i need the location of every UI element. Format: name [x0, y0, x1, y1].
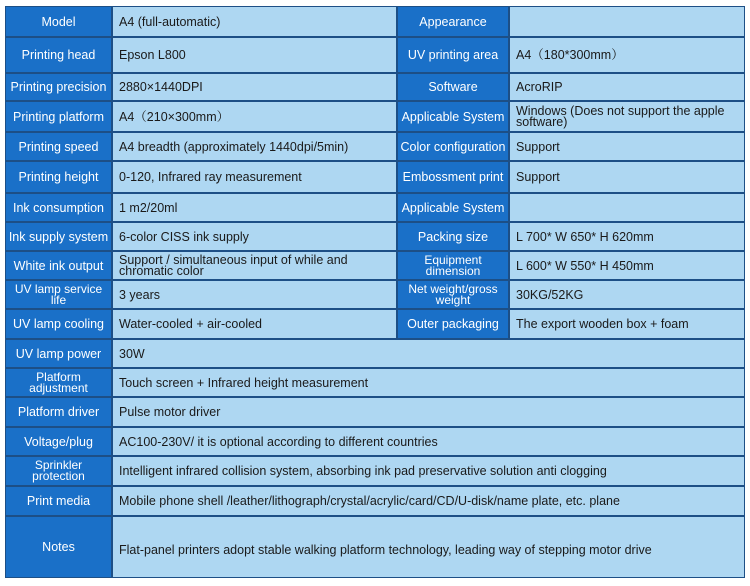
label-uv-lamp-service-life: UV lamp service life	[5, 280, 112, 309]
label-applicable-system-2: Applicable System	[397, 193, 509, 222]
value-platform-driver: Pulse motor driver	[112, 397, 745, 427]
value-applicable-system-2	[509, 193, 745, 222]
value-white-ink-output: Support / simultaneous input of while and chromatic color	[112, 251, 397, 280]
value-ink-supply-system: 6-color CISS ink supply	[112, 222, 397, 251]
value-software: AcroRIP	[509, 73, 745, 101]
value-printing-head: Epson L800	[112, 37, 397, 73]
value-uv-printing-area: A4（180*300mm）	[509, 37, 745, 73]
value-uv-lamp-power: 30W	[112, 339, 745, 368]
label-outer-packaging: Outer packaging	[397, 309, 509, 339]
label-white-ink-output: White ink output	[5, 251, 112, 280]
value-equipment-dimension: L 600* W 550* H 450mm	[509, 251, 745, 280]
value-net-gross-weight: 30KG/52KG	[509, 280, 745, 309]
label-printing-head: Printing head	[5, 37, 112, 73]
label-ink-supply-system: Ink supply system	[5, 222, 112, 251]
value-uv-lamp-service-life: 3 years	[112, 280, 397, 309]
value-applicable-system: Windows (Does not support the apple software)	[509, 101, 745, 132]
label-voltage-plug: Voltage/plug	[5, 427, 112, 456]
value-voltage-plug: AC100-230V/ it is optional according to different countries	[112, 427, 745, 456]
label-print-media: Print media	[5, 486, 112, 516]
value-printing-height: 0-120, Infrared ray measurement	[112, 161, 397, 193]
label-appearance: Appearance	[397, 6, 509, 37]
label-embossment-print: Embossment print	[397, 161, 509, 193]
label-platform-driver: Platform driver	[5, 397, 112, 427]
label-ink-consumption: Ink consumption	[5, 193, 112, 222]
spec-sheet	[5, 6, 745, 578]
label-equipment-dimension: Equipment dimension	[397, 251, 509, 280]
label-applicable-system: Applicable System	[397, 101, 509, 132]
label-uv-lamp-cooling: UV lamp cooling	[5, 309, 112, 339]
label-platform-adjustment: Platform adjustment	[5, 368, 112, 397]
label-software: Software	[397, 73, 509, 101]
value-printing-platform: A4（210×300mm）	[112, 101, 397, 132]
value-print-media: Mobile phone shell /leather/lithograph/crystal/acrylic/card/CD/U-disk/name plate, etc. plane	[112, 486, 745, 516]
value-uv-lamp-cooling: Water-cooled + air-cooled	[112, 309, 397, 339]
value-packing-size: L 700* W 650* H 620mm	[509, 222, 745, 251]
value-printing-speed: A4 breadth (approximately 1440dpi/5min)	[112, 132, 397, 161]
value-model: A4 (full-automatic)	[112, 6, 397, 37]
label-notes: Notes	[5, 516, 112, 578]
value-ink-consumption: 1 m2/20ml	[112, 193, 397, 222]
value-notes: Flat-panel printers adopt stable walking platform technology, leading way of stepping motor drive	[112, 516, 745, 578]
label-printing-speed: Printing speed	[5, 132, 112, 161]
value-embossment-print: Support	[509, 161, 745, 193]
value-printing-precision: 2880×1440DPI	[112, 73, 397, 101]
value-sprinkler-protection: Intelligent infrared collision system, absorbing ink pad preservative solution anti clogging	[112, 456, 745, 486]
label-model: Model	[5, 6, 112, 37]
value-platform-adjustment: Touch screen + Infrared height measurement	[112, 368, 745, 397]
label-net-gross-weight: Net weight/gross weight	[397, 280, 509, 309]
label-printing-precision: Printing precision	[5, 73, 112, 101]
value-appearance	[509, 6, 745, 37]
label-printing-platform: Printing platform	[5, 101, 112, 132]
label-uv-lamp-power: UV lamp power	[5, 339, 112, 368]
value-outer-packaging: The export wooden box + foam	[509, 309, 745, 339]
label-color-configuration: Color configuration	[397, 132, 509, 161]
label-sprinkler-protection: Sprinkler protection	[5, 456, 112, 486]
label-uv-printing-area: UV printing area	[397, 37, 509, 73]
label-packing-size: Packing size	[397, 222, 509, 251]
label-printing-height: Printing height	[5, 161, 112, 193]
value-color-configuration: Support	[509, 132, 745, 161]
